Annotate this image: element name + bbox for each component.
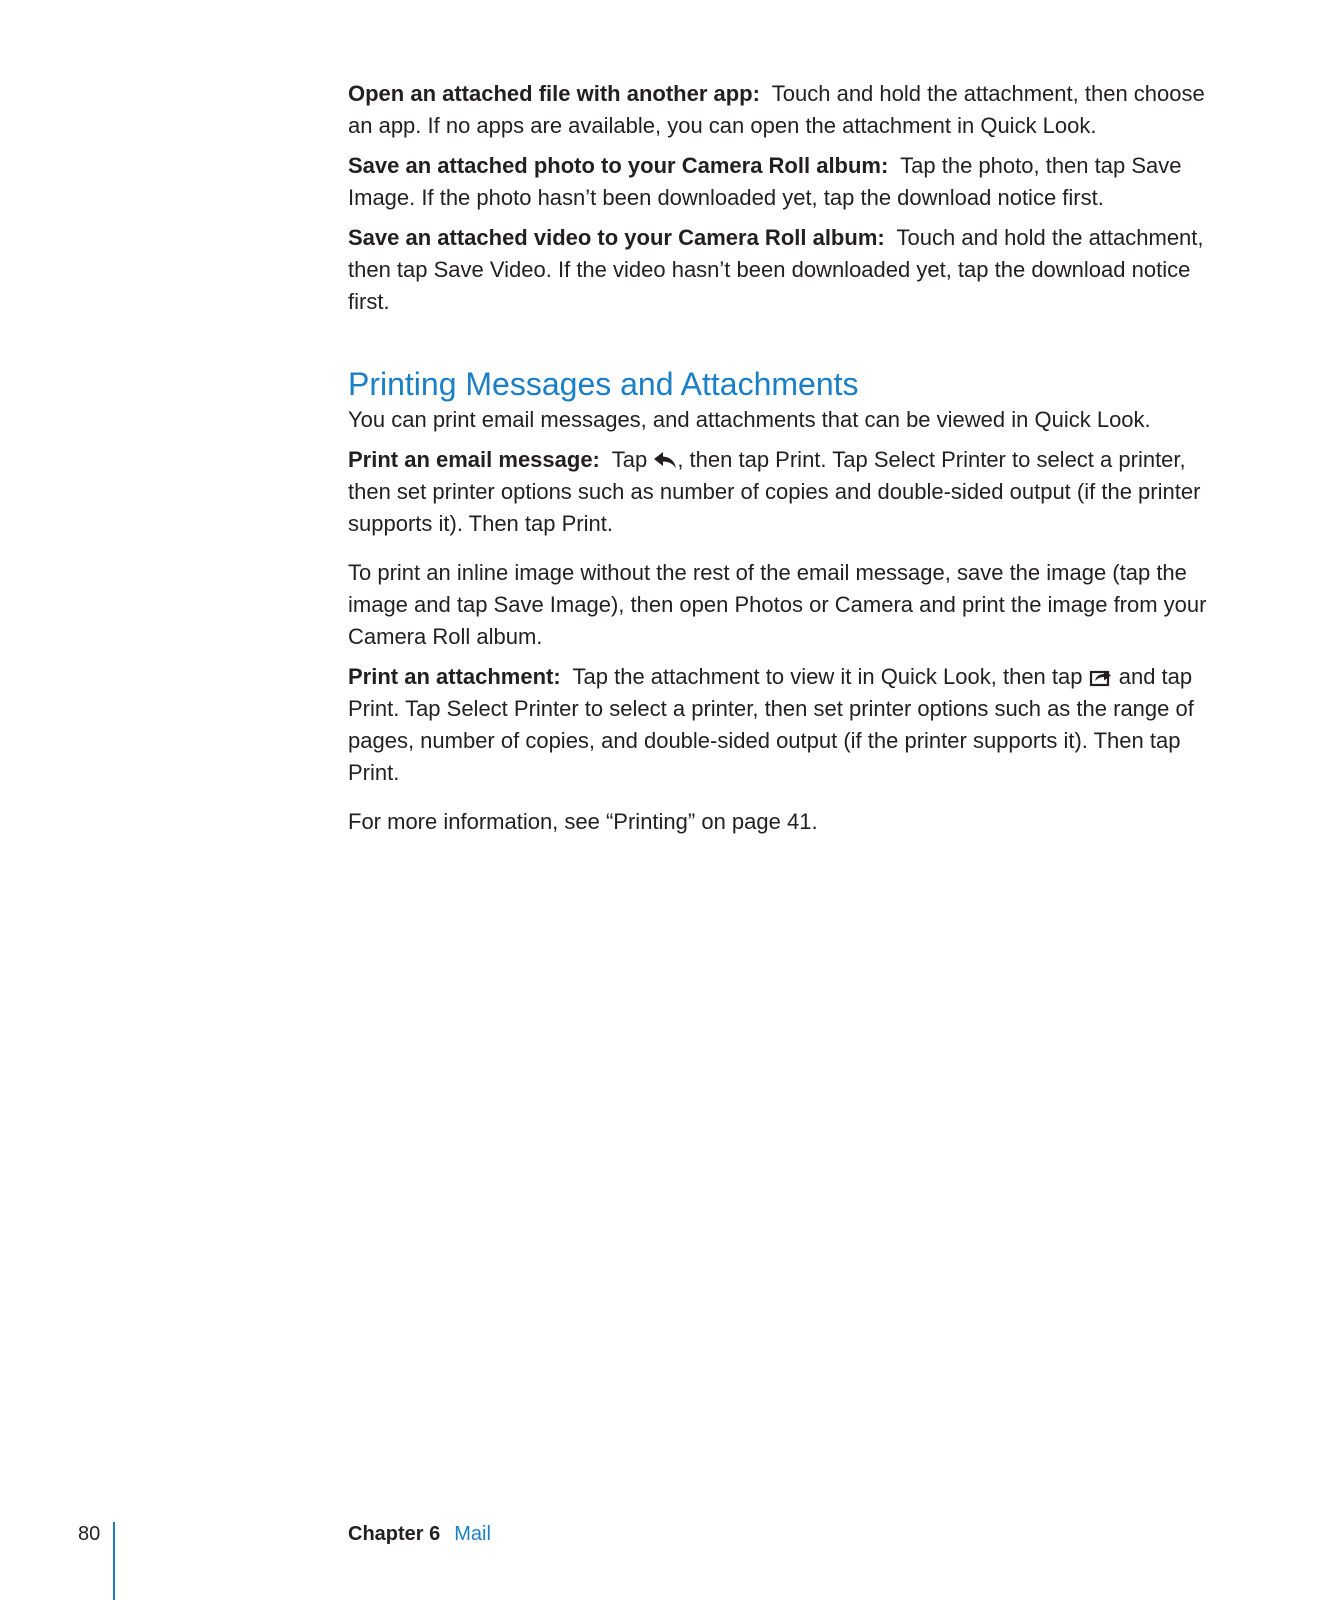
footer-chapter	[348, 1520, 491, 1548]
section-title: Printing Messages and Attachments	[348, 366, 859, 402]
section-intro: You can print email messages, and attachments that can be viewed in Quick Look.	[348, 407, 1151, 432]
text-print-attachment-before: Tap the attachment to view it in Quick Look, then tap	[572, 664, 1083, 689]
text-print-email-after: , then tap Print. Tap Select Printer to select a printer, then set printer options such as number of copies and double-sided output (if the printer supports it). Then tap Print.	[348, 447, 1201, 536]
paragraph-more-info: For more information, see “Printing” on page 41.	[348, 809, 818, 834]
paragraph-open-attached-file	[348, 78, 1228, 142]
chapter-label: Chapter 6	[348, 1523, 441, 1545]
chapter-name: Mail	[454, 1523, 491, 1545]
paragraph-save-video	[348, 222, 1228, 318]
paragraph-print-attachment	[348, 661, 1228, 789]
text-open-attached-file: Touch and hold the attachment, then choose an app. If no apps are available, you can open the attachment in Quick Look.	[348, 81, 1205, 138]
text-print-email-before: Tap	[611, 447, 648, 472]
paragraph-inline-image: To print an inline image without the rest of the email message, save the image (tap the image and tap Save Image), then open Photos or Camera and print the image from your Camera Roll album.	[348, 560, 1207, 649]
term-save-video: Save an attached video to your Camera Roll album:	[348, 225, 885, 250]
term-print-email: Print an email message:	[348, 447, 600, 472]
page-number: 80	[78, 1523, 101, 1545]
term-open-attached-file: Open an attached file with another app:	[348, 81, 760, 106]
text-print-attachment-after: and tap Print. Tap Select Printer to select a printer, then set printer options such as the range of pages, number of copies, and double-sided output (if the printer supports it). Then tap Print.	[348, 664, 1194, 785]
share-action-icon	[1089, 667, 1113, 687]
term-save-photo: Save an attached photo to your Camera Roll album:	[348, 153, 889, 178]
text-save-photo: Tap the photo, then tap Save Image. If the photo hasn’t been downloaded yet, tap the download notice first.	[348, 153, 1182, 210]
reply-arrow-icon	[653, 450, 677, 470]
paragraph-print-email	[348, 444, 1228, 540]
footer-divider	[113, 1522, 115, 1600]
page-content	[348, 78, 1228, 846]
paragraph-save-photo	[348, 150, 1228, 214]
text-save-video: Touch and hold the attachment, then tap Save Video. If the video hasn’t been downloaded yet, tap the download notice first.	[348, 225, 1204, 314]
term-print-attachment: Print an attachment:	[348, 664, 561, 689]
